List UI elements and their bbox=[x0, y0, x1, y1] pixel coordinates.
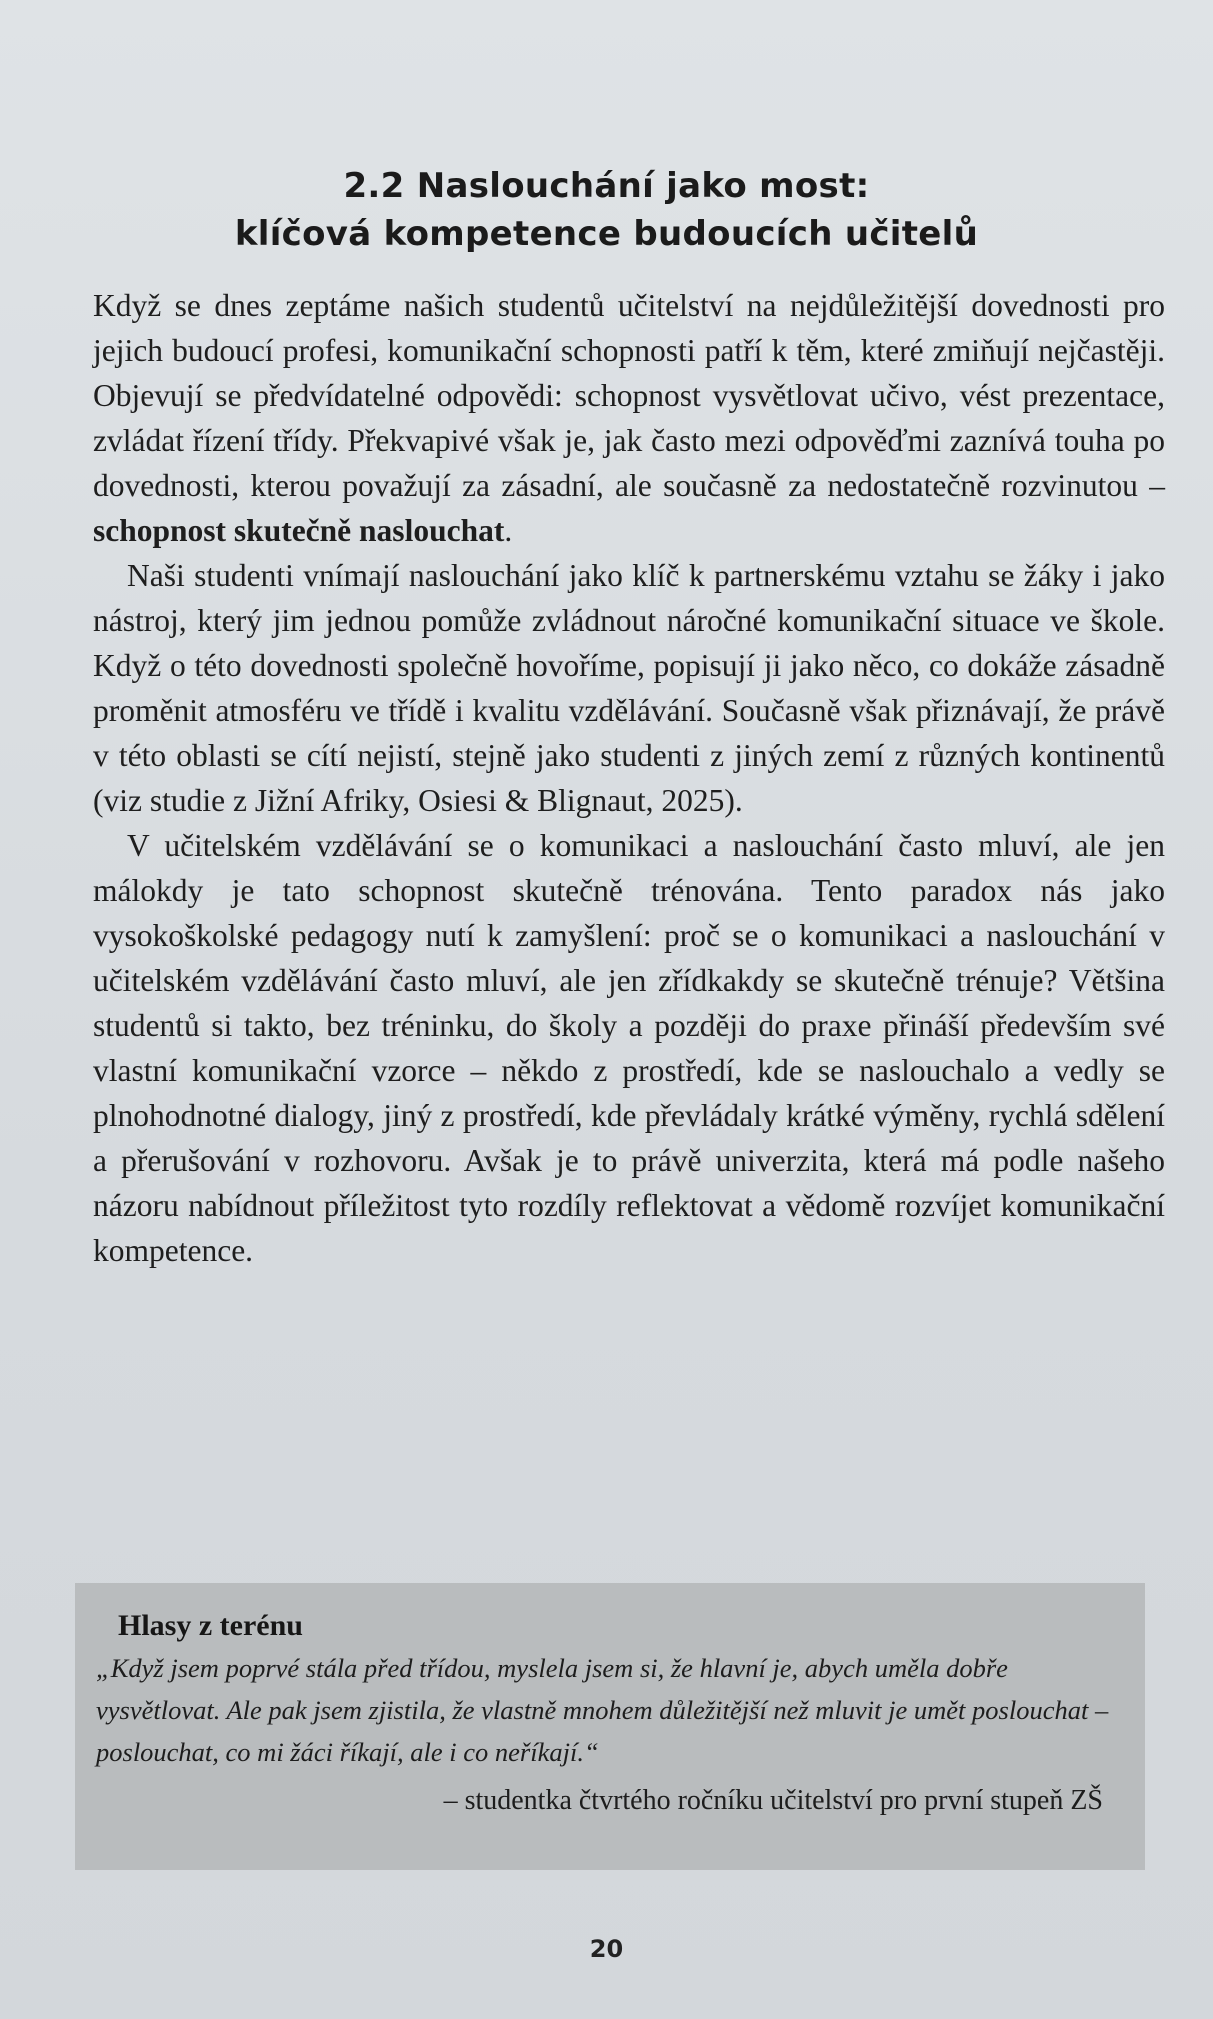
voices-from-field-box bbox=[75, 1583, 1145, 1870]
paragraph-3: V učitelském vzdělávání se o komunikaci a naslouchání často mluví, ale jen málokdy je tato schopnost skutečně trénována. Tento paradox nás jako vysokoškolské pedagogy nutí k zamyšlení: proč se o komunikaci a naslouchání v učitelském vzdělávání často mluví, ale jen zřídkakdy se skutečně trénuje? Většina studentů si takto, bez tréninku, do školy a později do praxe přináší především své vlastní komunikační vzorce – někdo z prostředí, kde se naslouchalo a vedly se plnohodnotné dialogy, jiný z prostředí, kde převládaly krátké výměny, rychlá sdělení a přerušování v rozhovoru. Avšak je to právě univerzita, která má podle našeho názoru nabídnout příležitost tyto rozdíly reflektovat a vědomě rozvíjet komunikační kompetence. bbox=[93, 828, 1165, 1268]
section-heading-line-2: klíčová kompetence budoucích učitelů bbox=[234, 214, 979, 254]
paragraph-1 bbox=[93, 283, 1165, 553]
paragraph-1-bold-phrase: schopnost skutečně naslouchat bbox=[93, 513, 505, 548]
section-heading-line-1: 2.2 Naslouchání jako most: bbox=[343, 166, 870, 206]
paragraph-1-text: Když se dnes zeptáme našich studentů učitelství na nejdůležitější dovednosti pro jejich budoucí profesi, komunikační schopnosti patří k těm, které zmiňují nejčastěji. Objevují se předvídatelné odpovědi: schopnost vysvětlovat učivo, vést prezentace, zvládat řízení třídy. Překvapivé však je, jak často mezi odpověďmi zaznívá touha po dovednosti, kterou považují za zásadní, ale současně za nedostatečně rozvinutou – bbox=[93, 288, 1165, 503]
callout-quote: „Když jsem poprvé stála před třídou, myslela jsem si, že hlavní je, abych uměla dobře vysvětlovat. Ale pak jsem zjistila, že vlastně mnohem důležitější než mluvit je umět poslouchat – poslouchat, co mi žáci říkají, ale i co neříkají.“ bbox=[96, 1653, 1109, 1767]
paragraph-2: Naši studenti vnímají naslouchání jako klíč k partnerskému vztahu se žáky i jako nástroj, který jim jednou pomůže zvládnout náročné komunikační situace ve škole. Když o této dovednosti společně hovoříme, popisují ji jako něco, co dokáže zásadně proměnit atmosféru ve třídě i kvalitu vzdělávání. Současně však přiznávají, že právě v této oblasti se cítí nejistí, stejně jako studenti z jiných zemí z různých kontinentů (viz studie z Jižní Afriky, Osiesi & Blignaut, 2025). bbox=[93, 558, 1165, 818]
body-text bbox=[93, 283, 1165, 1273]
callout-attribution: – studentka čtvrtého ročníku učitelství pro první stupeň ZŠ bbox=[443, 1785, 1103, 1816]
section-heading bbox=[0, 162, 1213, 258]
paragraph-1-end: . bbox=[504, 513, 513, 548]
page-number: 20 bbox=[589, 1935, 624, 1963]
callout-title: Hlasy z terénu bbox=[118, 1609, 303, 1642]
